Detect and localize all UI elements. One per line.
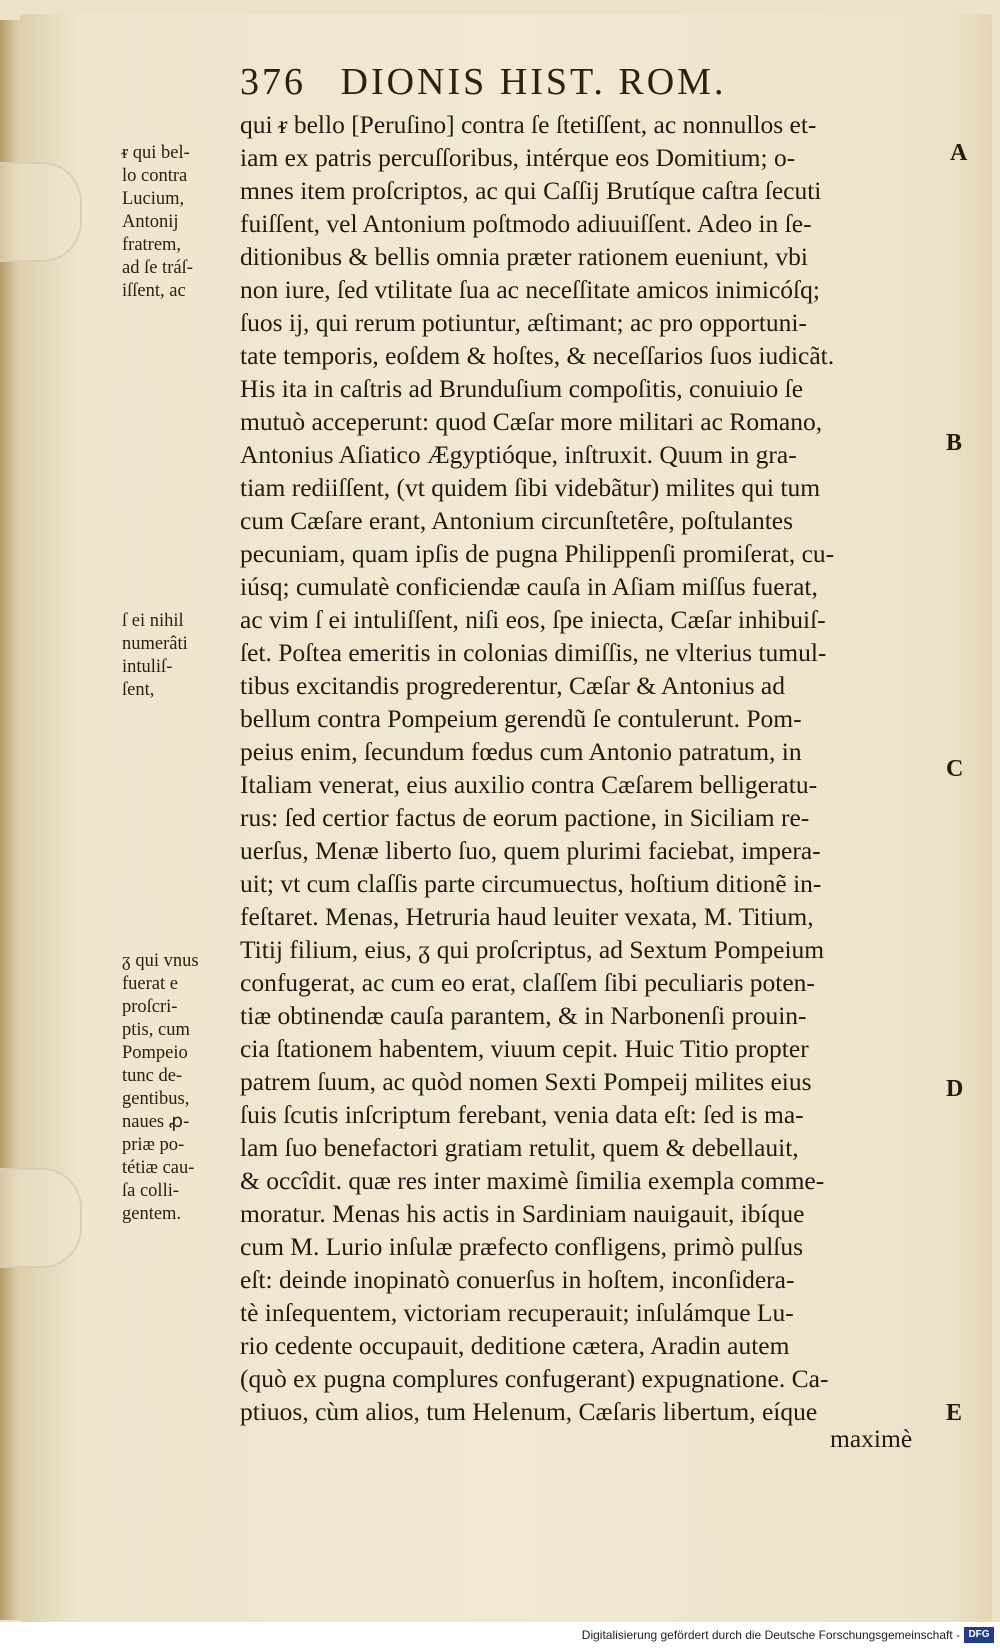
body-line: confugerat, ac cum eo erat, claſſem ſibi peculiaris poten- (240, 968, 815, 997)
margin-note-line: priæ po- (122, 1135, 185, 1155)
margin-note-line: ſent, (122, 680, 155, 700)
margin-note (122, 142, 240, 303)
margin-note-line: ſ ei nihil (122, 611, 184, 631)
dfg-logo-icon: DFG (964, 1627, 994, 1643)
body-line: tibus excitandis progrederentur, Cæſar & Antonius ad (240, 671, 786, 700)
margin-note-line: ᵹ qui vnus (122, 951, 199, 971)
body-line: cia ſtationem habentem, viuum cepit. Huic Titio propter (240, 1034, 809, 1063)
margin-note-line: naues ꝓ- (122, 1112, 190, 1132)
margin-note-line: ptis, cum (122, 1020, 190, 1040)
body-line: tate temporis, eoſdem & hoſtes, & neceſſarios ſuos iudicãt. (240, 341, 835, 370)
margin-note (122, 950, 240, 1226)
body-line: uerſus, Menæ liberto ſuo, quem plurimi faciebat, impera- (240, 836, 821, 865)
body-line: ſuos ij, qui rerum potiuntur, æſtimant; ac pro opportuni- (240, 308, 807, 337)
body-line: (quò ex pugna complures confugerant) expugnatione. Ca- (240, 1364, 829, 1393)
body-line: cum M. Lurio inſulæ præfecto confligens, primò pulſus (240, 1232, 804, 1261)
body-line: tè inſequentem, victoriam recuperauit; inſulámque Lu- (240, 1298, 794, 1327)
body-line: Italiam venerat, eius auxilio contra Cæſarem belligeratu- (240, 770, 818, 799)
margin-note-line: gentem. (122, 1204, 182, 1224)
footer-credit: Digitalisierung gefördert durch die Deutsche Forschungsgemeinschaft - (581, 1628, 960, 1642)
body-line: His ita in caſtris ad Brunduſium compoſitis, conuiuio ſe (240, 374, 804, 403)
body-line: Antonius Aſiatico Ægyptióque, inſtruxit. Quum in gra- (240, 440, 797, 469)
body-line: feſtaret. Menas, Hetruria haud leuiter vexata, M. Titium, (240, 902, 814, 931)
margin-note-line: proſcri- (122, 997, 178, 1017)
body-line: bellum contra Pompeium gerendũ ſe contulerunt. Pom- (240, 704, 802, 733)
body-line: mnes item proſcriptos, ac qui Caſſij Brutíque caſtra ſecuti (240, 176, 822, 205)
margin-note-line: tétiæ cau- (122, 1158, 195, 1178)
body-line: ſuis ſcutis inſcriptum ferebant, venia data eſt: ſed is ma- (240, 1100, 804, 1129)
margin-note-line: lo contra (122, 166, 188, 186)
body-line: mutuò acceperunt: quod Cæſar more militari ac Romano, (240, 407, 823, 436)
body-line: ditionibus & bellis omnia præter rationem eueniunt, vbi (240, 242, 808, 271)
margin-note-line: Pompeio (122, 1043, 188, 1063)
body-line: iúsq; cumulatè conficiendæ cauſa in Aſiam miſſus fuerat, (240, 572, 818, 601)
body-line: patrem ſuum, ac quòd nomen Sexti Pompeij milites eius (240, 1067, 812, 1096)
margin-note-line: ſa colli- (122, 1181, 180, 1201)
body-line: Titij filium, eius, ᵹ qui proſcriptus, ad Sextum Pompeium (240, 935, 825, 964)
margin-note-line: tunc de- (122, 1066, 183, 1086)
body-line: ac vim ſ ei intuliſſent, niſi eos, ſpe iniecta, Cæſar inhibuiſ- (240, 605, 826, 634)
body-line: rus: ſed certior factus de eorum pactione, in Siciliam re- (240, 803, 810, 832)
section-letter-a: A (950, 140, 968, 166)
section-letter-c: C (946, 756, 964, 782)
body-line: uit; vt cum claſſis parte circumuectus, hoſtium ditionẽ in- (240, 869, 822, 898)
body-line: ptiuos, cùm alios, tum Helenum, Cæſaris libertum, eíque (240, 1397, 818, 1426)
margin-note-line: fratrem, (122, 235, 182, 255)
section-letter-d: D (946, 1076, 964, 1102)
section-letter-b: B (946, 430, 963, 456)
margin-note-line: intuliſ- (122, 657, 173, 677)
margin-note-line: ᵲ qui bel- (122, 143, 190, 163)
catchword: maximè (830, 1424, 913, 1453)
body-line: iam ex patris percuſſoribus, intérque eos Domitium; o- (240, 143, 796, 172)
page-number: 376 (240, 61, 306, 103)
body-line: ſet. Poſtea emeritis in colonias dimiſſis, ne vlterius tumul- (240, 638, 827, 667)
margin-note-line: gentibus, (122, 1089, 190, 1109)
body-line: fuiſſent, vel Antonium poſtmodo adiuuiſſent. Adeo in ſe- (240, 209, 812, 238)
section-letter-e: E (946, 1400, 963, 1426)
body-line: tiam rediiſſent, (vt quidem ſibi videbãtur) milites qui tum (240, 473, 821, 502)
body-line: moratur. Menas his actis in Sardiniam nauigauit, ibíque (240, 1199, 805, 1228)
body-line: peius enim, ſecundum fœdus cum Antonio patratum, in (240, 737, 802, 766)
body-line: qui ᵲ bello [Peruſino] contra ſe ſtetiſſent, ac nonnullos et- (240, 110, 817, 139)
margin-note-line: numerâti (122, 634, 188, 654)
running-title: DIONIS HIST. ROM. (340, 61, 727, 103)
body-line: pecuniam, quam ipſis de pugna Philippenſi promiſerat, cu- (240, 539, 835, 568)
margin-note-line: Lucium, (122, 189, 185, 209)
running-header (240, 60, 860, 104)
body-line: tiæ obtinendæ cauſa parantem, & in Narbonenſi prouin- (240, 1001, 807, 1030)
page-clip-bottom (0, 1168, 82, 1268)
body-line: cum Cæſare erant, Antonium circunſtetêre, poſtulantes (240, 506, 794, 535)
body-line: rio cedente occupauit, deditione cætera, Aradin autem (240, 1331, 790, 1360)
margin-note-line: Antonij (122, 212, 179, 232)
body-line: lam ſuo benefactori gratiam retulit, quem & debellauit, (240, 1133, 799, 1162)
margin-note (122, 610, 240, 702)
body-line: non iure, ſed vtilitate ſua ac neceſſitate amicos inimicóſq; (240, 275, 820, 304)
page-clip-top (0, 162, 82, 262)
margin-note-line: iſſent, ac (122, 281, 186, 301)
margin-note-line: fuerat e (122, 974, 178, 994)
body-line: & occîdit. quæ res inter maximè ſimilia exempla comme- (240, 1166, 825, 1195)
margin-note-line: ad ſe tráſ- (122, 258, 193, 278)
digitization-footer (0, 1622, 1000, 1650)
body-text (240, 108, 940, 1428)
body-line: eſt: deinde inopinatò conuerſus in hoſtem, inconſidera- (240, 1265, 795, 1294)
